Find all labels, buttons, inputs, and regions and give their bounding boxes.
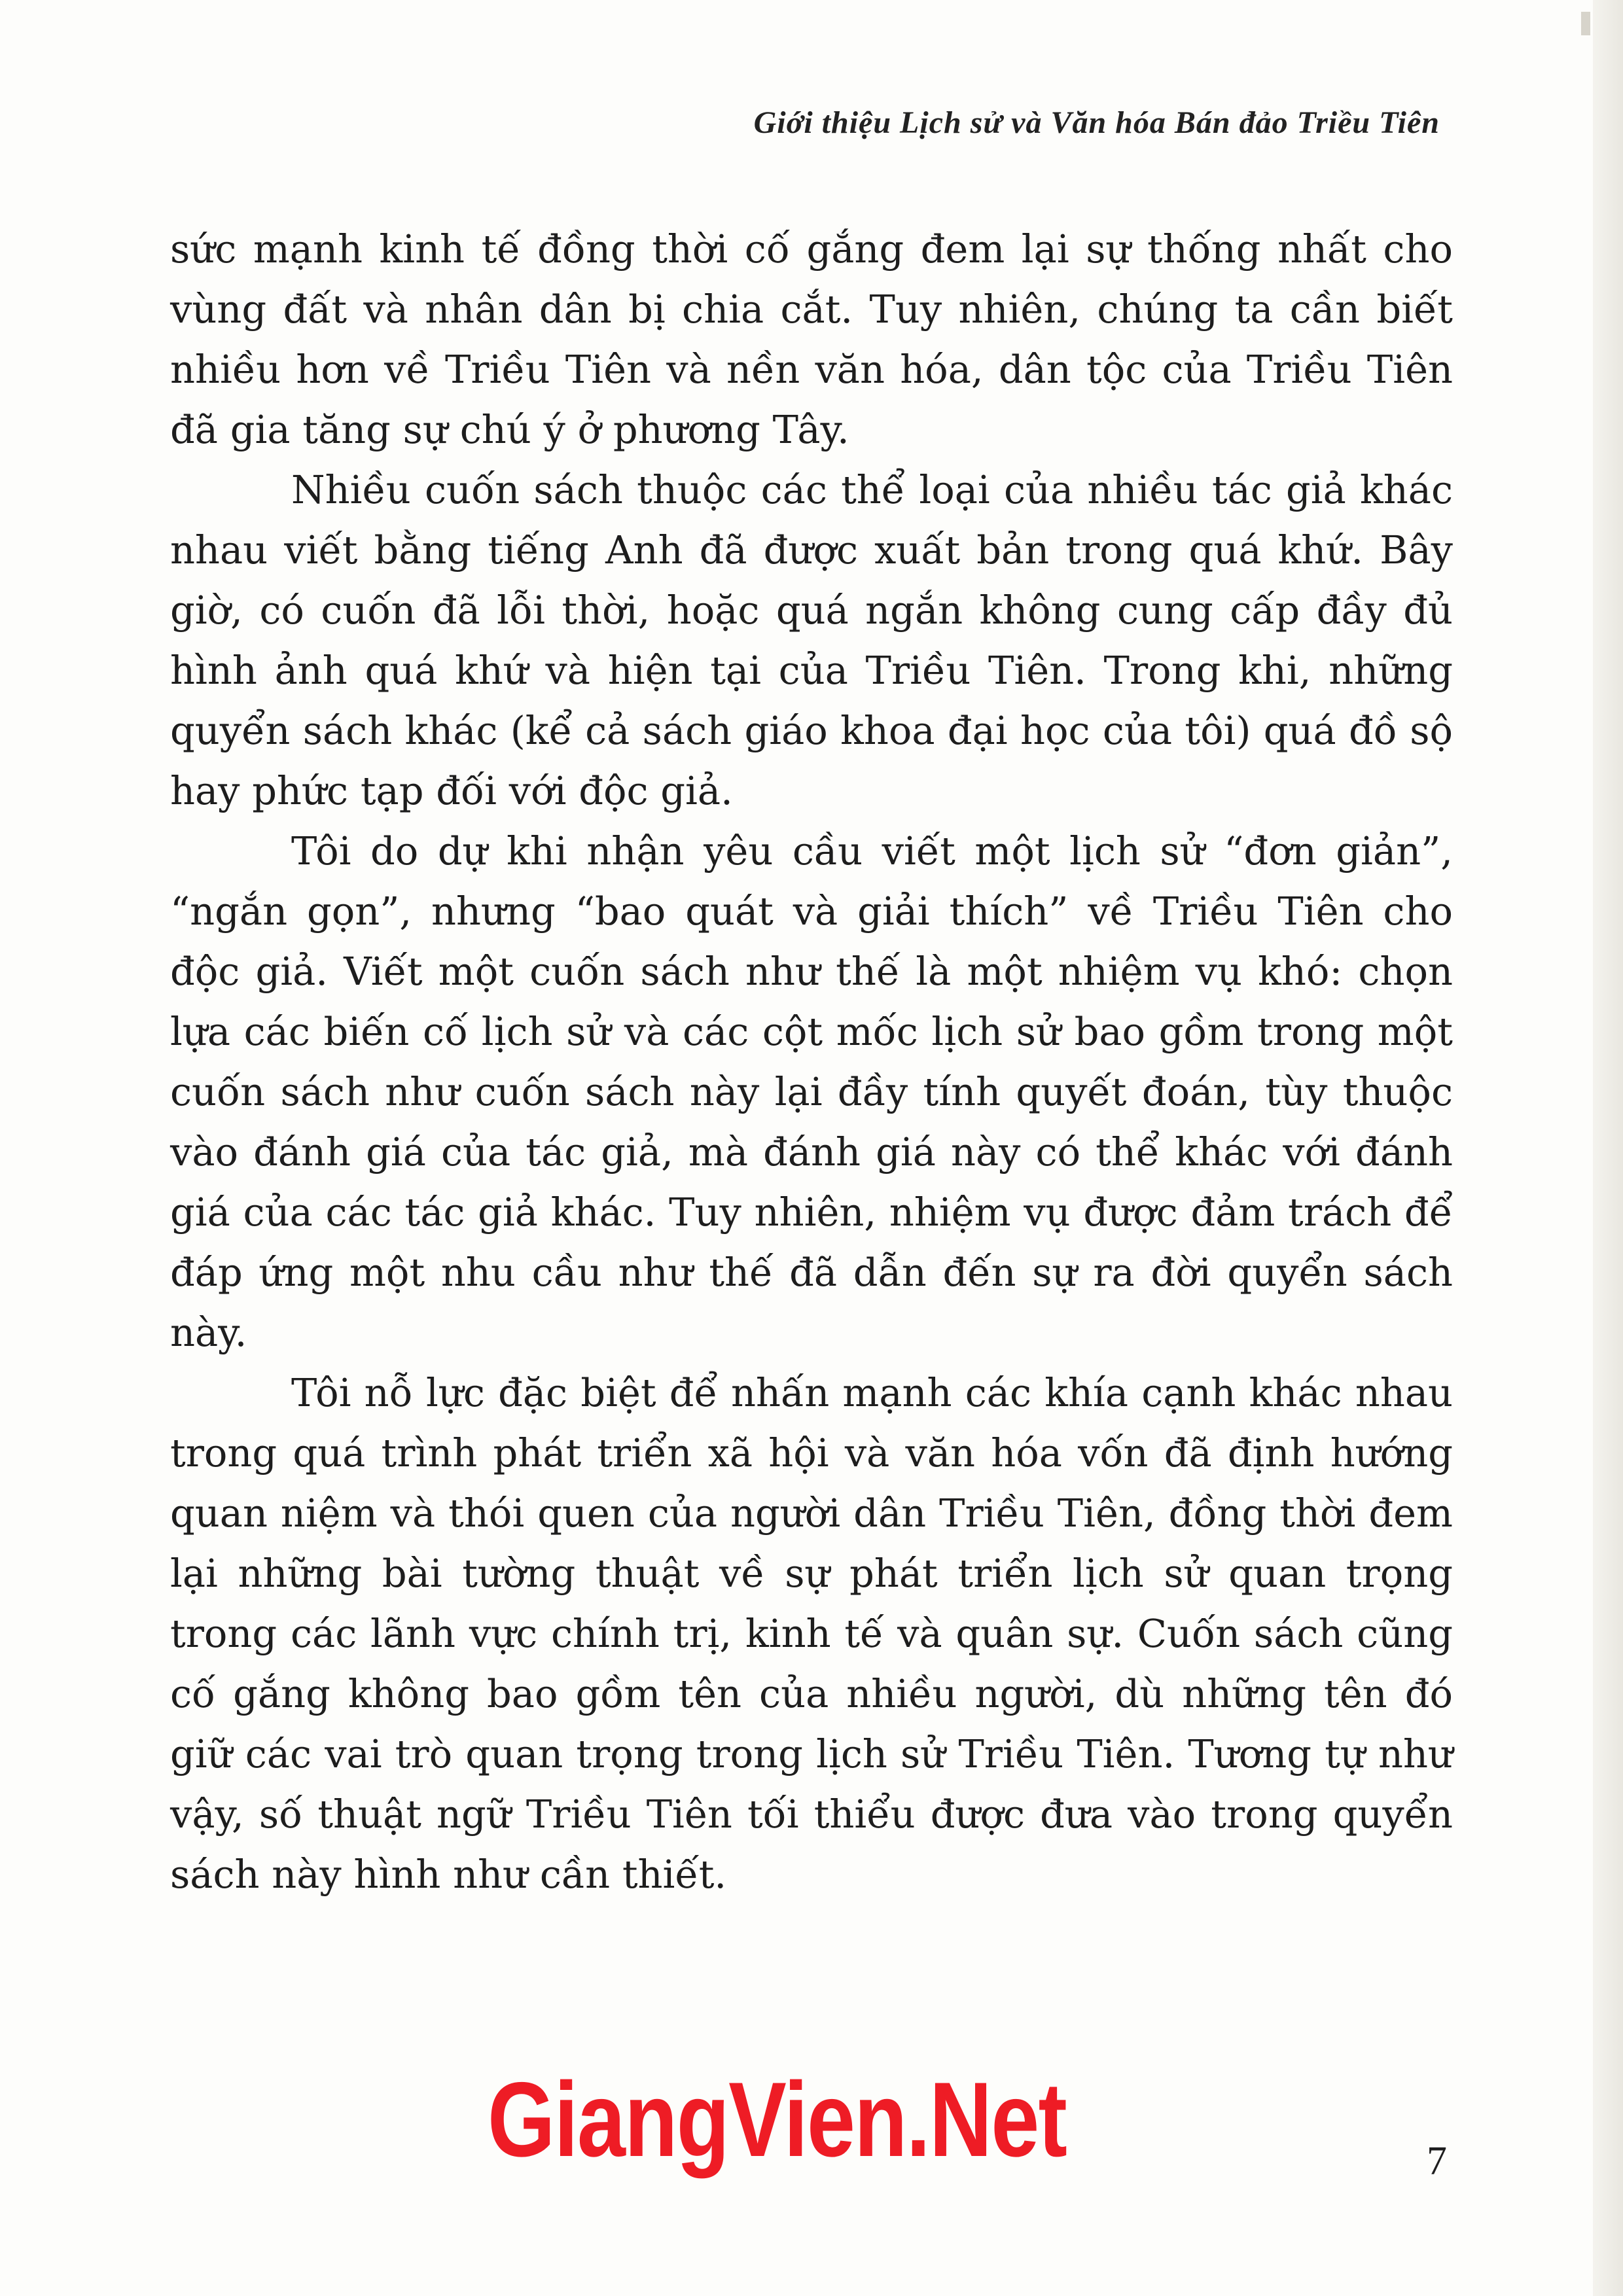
scan-edge-mark [1581,12,1590,35]
page-edge-shadow [1593,0,1623,2296]
running-header: Giới thiệu Lịch sử và Văn hóa Bán đảo Triều Tiên [753,105,1440,140]
watermark-logo: GiangVien.Net [488,2060,1067,2179]
paragraph-continued: sức mạnh kinh tế đồng thời cố gắng đem lại sự thống nhất cho vùng đất và nhân dân bị chia cắt. Tuy nhiên, chúng ta cần biết nhiều hơn về Triều Tiên và nền văn hóa, dân tộc của Triều Tiên đã gia tăng sự chú ý ở phương Tây. [170,226,1453,452]
page-number: 7 [1427,2139,1447,2183]
paragraph: Tôi nỗ lực đặc biệt để nhấn mạnh các khía cạnh khác nhau trong quá trình phát triển xã hội và văn hóa vốn đã định hướng quan niệm và thói quen của người dân Triều Tiên, đồng thời đem lại những bài tường thuật về sự phát triển lịch sử quan trọng trong các lãnh vực chính trị, kinh tế và quân sự. Cuốn sách cũng cố gắng không bao gồm tên của nhiều người, dù những tên đó giữ các vai trò quan trọng trong lịch sử Triều Tiên. Tương tự như vậy, số thuật ngữ Triều Tiên tối thiểu được đưa vào trong quyển sách này hình như cần thiết. [170,1370,1453,1897]
paragraph: Nhiều cuốn sách thuộc các thể loại của nhiều tác giả khác nhau viết bằng tiếng Anh đã được xuất bản trong quá khứ. Bây giờ, có cuốn đã lỗi thời, hoặc quá ngắn không cung cấp đầy đủ hình ảnh quá khứ và hiện tại của Triều Tiên. Trong khi, những quyển sách khác (kể cả sách giáo khoa đại học của tôi) quá đồ sộ hay phức tạp đối với độc giả. [170,467,1453,813]
paragraph: Tôi do dự khi nhận yêu cầu viết một lịch sử “đơn giản”, “ngắn gọn”, nhưng “bao quát và giải thích” về Triều Tiên cho độc giả. Viết một cuốn sách như thế là một nhiệm vụ khó: chọn lựa các biến cố lịch sử và các cột mốc lịch sử bao gồm trong một cuốn sách như cuốn sách này lại đầy tính quyết đoán, tùy thuộc vào đánh giá của tác giả, mà đánh giá này có thể khác với đánh giá của các tác giả khác. Tuy nhiên, nhiệm vụ được đảm trách để đáp ứng một nhu cầu như thế đã dẫn đến sự ra đời quyển sách này. [170,828,1453,1355]
body-text [170,219,1453,1905]
